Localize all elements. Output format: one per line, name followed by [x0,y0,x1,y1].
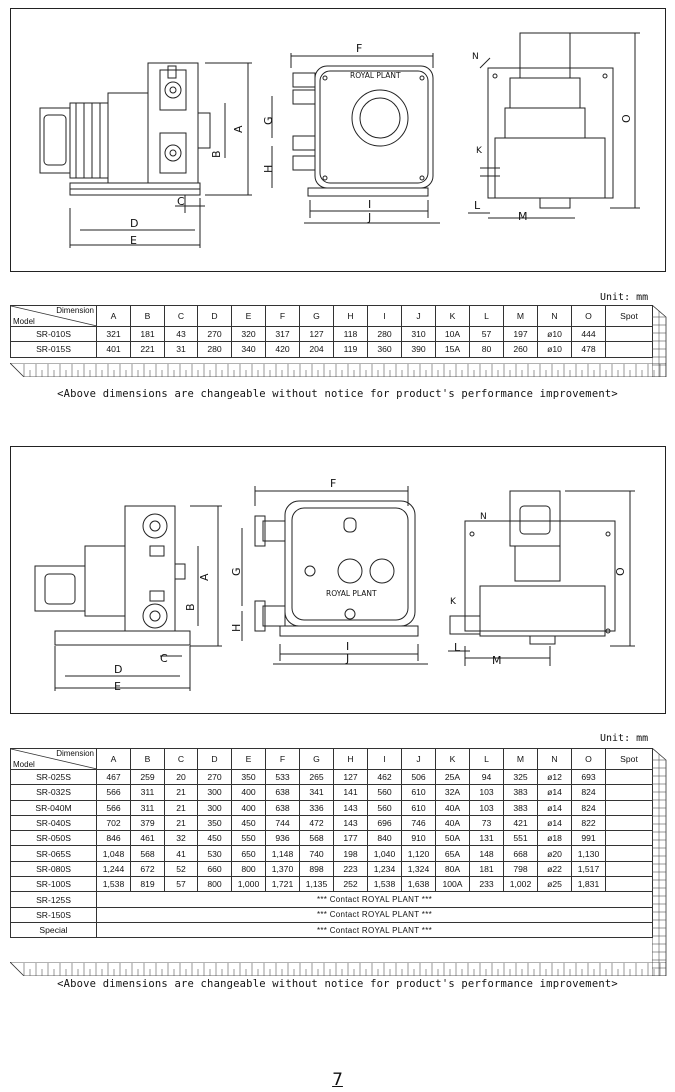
value-cell: 127 [300,327,334,342]
value-cell: 506 [402,770,436,785]
value-cell: 181 [470,861,504,876]
value-cell: 310 [402,327,436,342]
dimension-table-2 [10,748,653,938]
value-cell: 800 [198,877,232,892]
unit-label-1: Unit: mm [600,292,649,303]
col-header: I [368,306,402,327]
brand-logo-1: ROYAL PLANT [350,71,401,80]
value-cell: 317 [266,327,300,342]
value-cell: 43 [165,327,198,342]
value-cell: 80 [470,342,504,357]
value-cell: 610 [402,800,436,815]
label-A: A [198,573,211,581]
col-header: J [402,306,436,327]
value-cell: 379 [131,815,165,830]
value-cell: 1,324 [402,861,436,876]
value-cell: 668 [504,846,538,861]
value-cell: 1,000 [232,877,266,892]
label-H: H [262,164,275,173]
value-cell: 73 [470,815,504,830]
value-cell: 568 [131,846,165,861]
value-cell: 118 [334,327,368,342]
model-cell: SR-125S [11,892,97,907]
value-cell: 472 [300,815,334,830]
header-corner [11,306,97,327]
label-G: G [230,567,243,576]
value-cell: 270 [198,770,232,785]
drawing-small-pumps [10,8,666,272]
col-header: G [300,306,334,327]
model-cell: SR-010S [11,327,97,342]
col-header: L [470,306,504,327]
label-J: J [368,211,372,224]
value-cell: 1,040 [368,846,402,861]
value-cell: 204 [300,342,334,357]
contact-cell: *** Contact ROYAL PLANT *** [97,892,653,907]
model-cell: SR-025S [11,770,97,785]
col-header: Spot [606,749,653,770]
label-O: O [620,114,633,123]
value-cell: 746 [402,815,436,830]
value-cell: ø20 [538,846,572,861]
contact-cell: *** Contact ROYAL PLANT *** [97,907,653,922]
value-cell: 1,370 [266,861,300,876]
value-cell: 650 [232,846,266,861]
col-header: D [198,749,232,770]
value-cell: 119 [334,342,368,357]
value-cell: 80A [436,861,470,876]
label-O: O [614,567,627,576]
col-header: F [266,749,300,770]
label-K: K [476,146,482,156]
value-cell: 693 [572,770,606,785]
dimension-table-1 [10,305,653,358]
value-cell: 390 [402,342,436,357]
value-cell: 20 [165,770,198,785]
value-cell [606,831,653,846]
table-bottom-hatch-2 [10,962,666,976]
value-cell: 233 [470,877,504,892]
value-cell: 672 [131,861,165,876]
value-cell [606,342,653,357]
value-cell: 21 [165,815,198,830]
value-cell: 1,244 [97,861,131,876]
value-cell: 300 [198,785,232,800]
value-cell: 100A [436,877,470,892]
label-E: E [130,234,137,247]
value-cell: 197 [504,327,538,342]
value-cell: 798 [504,861,538,876]
value-cell: 991 [572,831,606,846]
value-cell: 57 [165,877,198,892]
model-cell: SR-040S [11,815,97,830]
value-cell: 40A [436,815,470,830]
value-cell: 181 [131,327,165,342]
value-cell: 400 [232,785,266,800]
label-L: L [454,641,461,654]
value-cell: 401 [97,342,131,357]
value-cell: 1,638 [402,877,436,892]
drawing-large-pumps [10,446,666,714]
value-cell: 25A [436,770,470,785]
value-cell: 444 [572,327,606,342]
value-cell: 52 [165,861,198,876]
value-cell: 311 [131,800,165,815]
value-cell [606,785,653,800]
table-row [11,831,653,846]
value-cell: 560 [368,800,402,815]
value-cell: 1,135 [300,877,334,892]
brand-logo-2: ROYAL PLANT [326,589,377,598]
value-cell: ø10 [538,342,572,357]
label-K: K [450,597,456,607]
unit-label-2: Unit: mm [600,733,649,744]
value-cell: 270 [198,327,232,342]
col-header: A [97,306,131,327]
table-row [11,815,653,830]
value-cell: 325 [504,770,538,785]
label-F: F [356,42,363,55]
header-dimension: Dimension [56,749,94,758]
value-cell: 265 [300,770,334,785]
value-cell: 566 [97,800,131,815]
table-row [11,327,653,342]
value-cell: 143 [334,815,368,830]
table-bottom-hatch-1 [10,363,666,377]
value-cell: 1,148 [266,846,300,861]
col-header: B [131,306,165,327]
value-cell: 461 [131,831,165,846]
col-header: O [572,749,606,770]
label-F: F [330,477,337,490]
col-header: H [334,306,368,327]
contact-cell: *** Contact ROYAL PLANT *** [97,922,653,937]
label-E: E [114,680,121,693]
table-row [11,785,653,800]
value-cell: 420 [266,342,300,357]
side-view-2 [35,506,222,691]
label-D: D [130,217,139,230]
col-header: C [165,306,198,327]
value-cell: 910 [402,831,436,846]
label-B: B [184,603,197,611]
col-header: G [300,749,334,770]
model-cell: SR-032S [11,785,97,800]
model-cell: SR-150S [11,907,97,922]
value-cell [606,815,653,830]
col-header: I [368,749,402,770]
value-cell: 610 [402,785,436,800]
value-cell: 898 [300,861,334,876]
col-header: L [470,749,504,770]
value-cell: 1,538 [368,877,402,892]
end-view-2 [448,491,635,666]
value-cell: 65A [436,846,470,861]
label-G: G [262,116,275,125]
value-cell: 1,831 [572,877,606,892]
value-cell: 32 [165,831,198,846]
col-header: C [165,749,198,770]
value-cell: ø14 [538,815,572,830]
table-row [11,861,653,876]
value-cell: 360 [368,342,402,357]
value-cell: 383 [504,800,538,815]
value-cell: 846 [97,831,131,846]
value-cell: 1,120 [402,846,436,861]
value-cell: 103 [470,785,504,800]
value-cell: 1,002 [504,877,538,892]
value-cell: 41 [165,846,198,861]
value-cell: 660 [198,861,232,876]
value-cell: ø10 [538,327,572,342]
value-cell: 177 [334,831,368,846]
col-header: A [97,749,131,770]
value-cell: 800 [232,861,266,876]
footnote-2: <Above dimensions are changeable without notice for product's performance improvement> [57,978,618,990]
value-cell: 400 [232,800,266,815]
value-cell: 383 [504,785,538,800]
value-cell: 824 [572,785,606,800]
table-row [11,892,653,907]
label-B: B [210,150,223,158]
value-cell: 551 [504,831,538,846]
value-cell: 252 [334,877,368,892]
value-cell: ø18 [538,831,572,846]
table-row [11,877,653,892]
value-cell: 259 [131,770,165,785]
col-header: B [131,749,165,770]
model-cell: Special [11,922,97,937]
value-cell: 566 [97,785,131,800]
value-cell: 421 [504,815,538,830]
col-header: N [538,306,572,327]
col-header: J [402,749,436,770]
value-cell: 341 [300,785,334,800]
value-cell: 198 [334,846,368,861]
table-row [11,800,653,815]
col-header: H [334,749,368,770]
value-cell: 350 [232,770,266,785]
footnote-1: <Above dimensions are changeable without notice for product's performance improvement> [57,388,618,400]
col-header: Spot [606,306,653,327]
label-C: C [177,195,185,208]
value-cell: 1,130 [572,846,606,861]
value-cell: ø12 [538,770,572,785]
value-cell [606,770,653,785]
value-cell: ø14 [538,800,572,815]
value-cell: 31 [165,342,198,357]
value-cell: 1,048 [97,846,131,861]
table-row [11,846,653,861]
value-cell: 32A [436,785,470,800]
front-view-2 [242,486,428,664]
value-cell: 300 [198,800,232,815]
header-model: Model [13,760,35,769]
col-header: K [436,749,470,770]
value-cell [606,861,653,876]
value-cell: 1,538 [97,877,131,892]
page-number: 7 [332,1070,343,1090]
value-cell: 936 [266,831,300,846]
value-cell: 478 [572,342,606,357]
col-header: O [572,306,606,327]
col-header: M [504,749,538,770]
label-N: N [480,512,487,522]
table-side-hatch-2 [652,748,667,976]
label-L: L [474,199,481,212]
col-header: F [266,306,300,327]
value-cell: 560 [368,785,402,800]
value-cell: 568 [300,831,334,846]
value-cell: 280 [198,342,232,357]
value-cell: 450 [198,831,232,846]
value-cell: 530 [198,846,232,861]
value-cell: ø22 [538,861,572,876]
header-model: Model [13,317,35,326]
value-cell: 450 [232,815,266,830]
value-cell: 822 [572,815,606,830]
value-cell: 819 [131,877,165,892]
value-cell: 10A [436,327,470,342]
label-C: C [160,652,168,665]
model-cell: SR-065S [11,846,97,861]
table-row [11,770,653,785]
value-cell: 131 [470,831,504,846]
end-view-1 [468,33,640,218]
value-cell: ø25 [538,877,572,892]
value-cell: 57 [470,327,504,342]
value-cell: 21 [165,800,198,815]
value-cell: 141 [334,785,368,800]
value-cell: 21 [165,785,198,800]
label-I: I [368,198,372,211]
value-cell: 1,234 [368,861,402,876]
value-cell: ø14 [538,785,572,800]
model-cell: SR-100S [11,877,97,892]
value-cell: 127 [334,770,368,785]
value-cell [606,327,653,342]
value-cell: 280 [368,327,402,342]
value-cell: 840 [368,831,402,846]
model-cell: SR-040M [11,800,97,815]
col-header: E [232,306,266,327]
value-cell: 40A [436,800,470,815]
value-cell: 740 [300,846,334,861]
value-cell: 1,721 [266,877,300,892]
value-cell: 702 [97,815,131,830]
value-cell: 321 [97,327,131,342]
model-cell: SR-080S [11,861,97,876]
value-cell: 15A [436,342,470,357]
col-header: D [198,306,232,327]
label-M: M [492,654,502,667]
value-cell: 50A [436,831,470,846]
value-cell: 824 [572,800,606,815]
model-cell: SR-015S [11,342,97,357]
value-cell [606,846,653,861]
value-cell: 744 [266,815,300,830]
value-cell: 223 [334,861,368,876]
value-cell: 320 [232,327,266,342]
value-cell: 550 [232,831,266,846]
label-I: I [346,640,350,653]
label-J: J [346,652,350,665]
col-header: E [232,749,266,770]
value-cell: 336 [300,800,334,815]
table-row [11,342,653,357]
value-cell [606,800,653,815]
value-cell: 696 [368,815,402,830]
label-A: A [232,125,245,133]
value-cell: 311 [131,785,165,800]
value-cell: 103 [470,800,504,815]
value-cell: 340 [232,342,266,357]
value-cell: 467 [97,770,131,785]
label-D: D [114,663,123,676]
col-header: N [538,749,572,770]
col-header: K [436,306,470,327]
header-dimension: Dimension [56,306,94,315]
value-cell: 148 [470,846,504,861]
value-cell: 1,517 [572,861,606,876]
value-cell: 260 [504,342,538,357]
header-corner [11,749,97,770]
value-cell: 94 [470,770,504,785]
value-cell: 533 [266,770,300,785]
label-N: N [472,52,479,62]
table-row [11,907,653,922]
value-cell: 350 [198,815,232,830]
label-M: M [518,210,528,223]
value-cell: 462 [368,770,402,785]
model-cell: SR-050S [11,831,97,846]
col-header: M [504,306,538,327]
value-cell [606,877,653,892]
value-cell: 221 [131,342,165,357]
value-cell: 638 [266,800,300,815]
table-row [11,922,653,937]
value-cell: 143 [334,800,368,815]
value-cell: 638 [266,785,300,800]
label-H: H [230,623,243,632]
